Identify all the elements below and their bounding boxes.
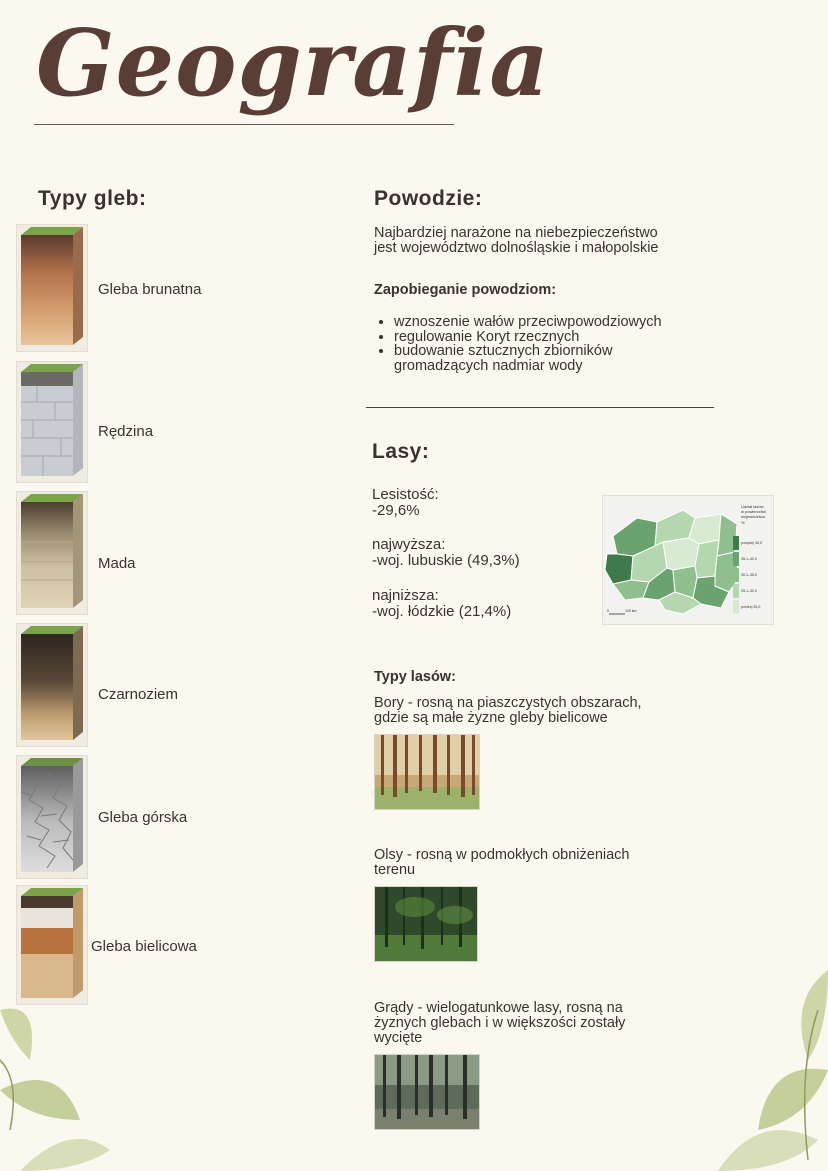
soil-label-bielicowa: Gleba bielicowa (91, 938, 197, 955)
decorative-leaves-left (0, 1000, 120, 1171)
list-item: • budowanie sztucznych zbiorników gromadzących nadmiar wody (394, 344, 709, 373)
soil-sample-gorska (16, 755, 88, 879)
flood-prevention-heading: Zapobieganie powodziom: (374, 282, 557, 298)
soil-sample-bielicowa (16, 885, 88, 1005)
map-legend-swatch (733, 600, 739, 614)
map-legend-swatch (733, 568, 739, 582)
forest-type-bory (374, 696, 642, 726)
forests-heading: Lasy: (372, 440, 430, 463)
floods-heading: Powodzie: (374, 187, 483, 210)
soil-sample-redzina (16, 361, 88, 483)
forest-type-text: gdzie są małe żyzne gleby bielicowe (374, 710, 608, 726)
lowest-forestation-block (372, 588, 511, 620)
map-legend-label: 25,1–30,0 (741, 589, 757, 593)
soil-sample-brunatna (16, 224, 88, 352)
map-scale-start: 0 (607, 609, 609, 613)
forest-type-text: żyznych glebach i w większości zostały (374, 1015, 626, 1031)
map-legend-swatch (733, 552, 739, 566)
soil-types-heading: Typy gleb: (38, 187, 147, 210)
forest-type-olsy (374, 848, 629, 878)
soil-label-brunatna: Gleba brunatna (98, 281, 202, 298)
forest-types-heading: Typy lasów: (374, 669, 456, 685)
map-legend-label: 30,1–35,0 (741, 573, 757, 577)
forestation-label: Lesistość: (372, 486, 439, 503)
forest-type-text: wycięte (374, 1030, 423, 1046)
map-legend-label: 35,1–40,0 (741, 557, 757, 561)
forest-cover-map (602, 495, 774, 625)
list-item: • regulowanie Koryt rzecznych (394, 330, 709, 345)
soil-label-redzina: Rędzina (98, 423, 154, 440)
forest-type-text: Grądy - wielogatunkowe lasy, rosną na (374, 1000, 623, 1016)
map-legend-unit: % (741, 520, 745, 525)
flood-prevention-list (374, 315, 709, 373)
highest-label: najwyższa: (372, 536, 446, 553)
map-region (605, 554, 633, 584)
map-scale-label: 100 km (625, 609, 637, 613)
soil-label-gorska: Gleba górska (98, 809, 188, 826)
map-legend-label: powyżej 40,0 (741, 541, 762, 545)
soil-sample-czarnoziem (16, 623, 88, 747)
map-legend-title: w powierzchni (741, 509, 767, 514)
lowest-value: -woj. łódzkie (21,4%) (372, 603, 512, 620)
map-region (663, 538, 699, 570)
soil-sample-mada (16, 491, 88, 615)
forest-type-grady (374, 1001, 625, 1046)
forest-photo-bory (374, 734, 480, 810)
forest-type-text: terenu (374, 862, 416, 878)
forest-type-text: Bory - rosną na piaszczystych obszarach, (374, 695, 642, 711)
forestation-block (372, 487, 439, 519)
soil-label-mada: Mada (98, 555, 136, 572)
map-legend-swatch (733, 536, 739, 550)
section-divider (366, 407, 714, 408)
title-underline (34, 124, 454, 125)
soil-label-czarnoziem: Czarnoziem (98, 686, 179, 703)
floods-description-line-2: jest województwo dolnośląskie i małopolskie (374, 240, 659, 256)
page-title: Geografia (36, 9, 551, 117)
forestation-value: -29,6% (372, 502, 420, 519)
lowest-label: najniższa: (372, 587, 439, 604)
forest-photo-olsy (374, 886, 478, 962)
floods-description-line-1: Najbardziej narażone na niebezpieczeństwo (374, 225, 658, 241)
list-item: • wznoszenie wałów przeciwpowodziowych (394, 315, 709, 330)
forest-photo-grady (374, 1054, 480, 1130)
highest-value: -woj. lubuskie (49,3%) (372, 552, 520, 569)
floods-description (374, 226, 659, 256)
highest-forestation-block (372, 537, 520, 569)
map-legend-swatch (733, 584, 739, 598)
map-legend-label: poniżej 25,0 (741, 605, 761, 609)
decorative-leaves-right (708, 970, 828, 1171)
forest-type-text: Olsy - rosną w podmokłych obniżeniach (374, 847, 630, 863)
map-legend-title: województwa (741, 514, 765, 519)
map-legend-title: Udział lasów (741, 504, 764, 509)
